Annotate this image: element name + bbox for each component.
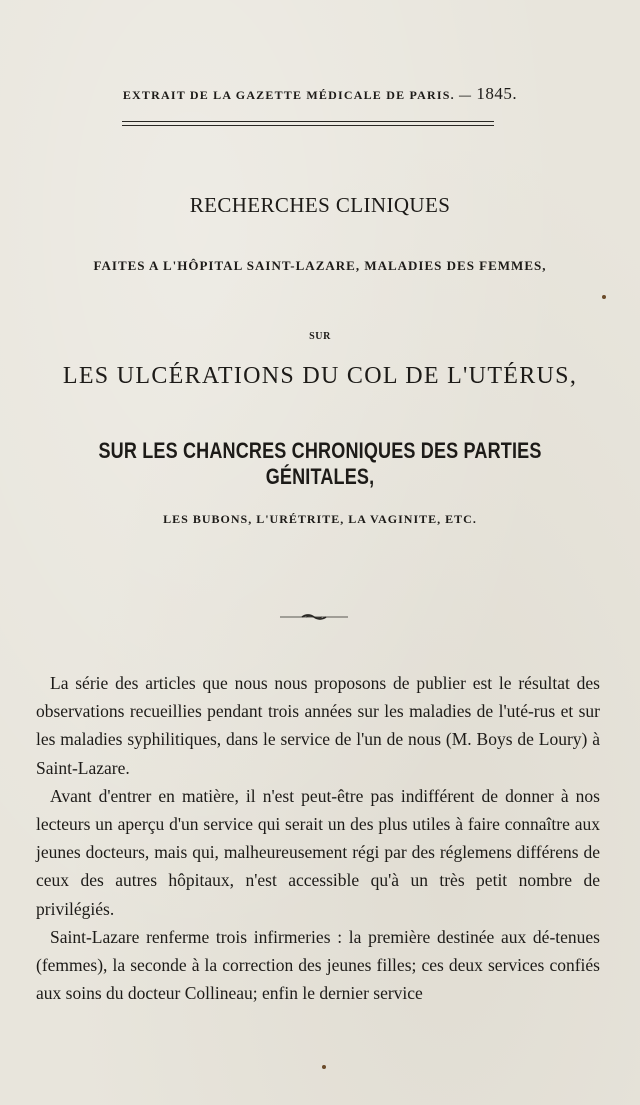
ink-speck (602, 295, 606, 299)
body-text (36, 669, 600, 1007)
ink-speck (322, 1065, 326, 1069)
header-line (0, 84, 640, 104)
header-year: 1845. (476, 84, 518, 103)
double-rule-divider (122, 121, 494, 126)
main-title: RECHERCHES CLINIQUES (189, 193, 451, 217)
paragraph-1: La série des articles que nous nous proposons de publier est le résultat des observations recueillies pendant trois années sur les maladies de l'uté-rus et sur les maladies syphilitiques, dans le service de l'un de nous (M. Boys de Loury) à Saint-Lazare. (36, 673, 600, 778)
paragraph-2: Avant d'entrer en matière, il n'est peut-être pas indifférent de donner à nos lecteurs un aperçu d'un service qui serait un des plus utiles à faire connaître aux jeunes docteurs, mais qui, malheureusement régi par des réglemens différens de ceux des autres hôpitaux, n'est accessible qu'à un très petit nombre de privilégiés. (36, 785, 600, 919)
title-line-3: LES BUBONS, L'URÉTRITE, LA VAGINITE, ETC. (163, 512, 477, 526)
header-text: EXTRAIT DE LA GAZETTE MÉDICALE DE PARIS. — (122, 88, 473, 102)
title-line-1: LES ULCÉRATIONS DU COL DE L'UTÉRUS, (62, 363, 578, 389)
paragraph-3: Saint-Lazare renferme trois infirmeries : la première destinée aux dé-tenues (femmes), la seconde à la correction des jeunes filles; ces deux services confiés aux soins du docteur Collineau; enfin le dernier service (36, 926, 600, 1004)
sur-label: SUR (309, 331, 331, 342)
ornament-divider (280, 612, 348, 622)
title-line-2: SUR LES CHANCRES CHRONIQUES DES PARTIES GÉNITALES, (98, 438, 542, 489)
subtitle: FAITES A L'HÔPITAL SAINT-LAZARE, MALADIES DES FEMMES, (93, 258, 547, 273)
